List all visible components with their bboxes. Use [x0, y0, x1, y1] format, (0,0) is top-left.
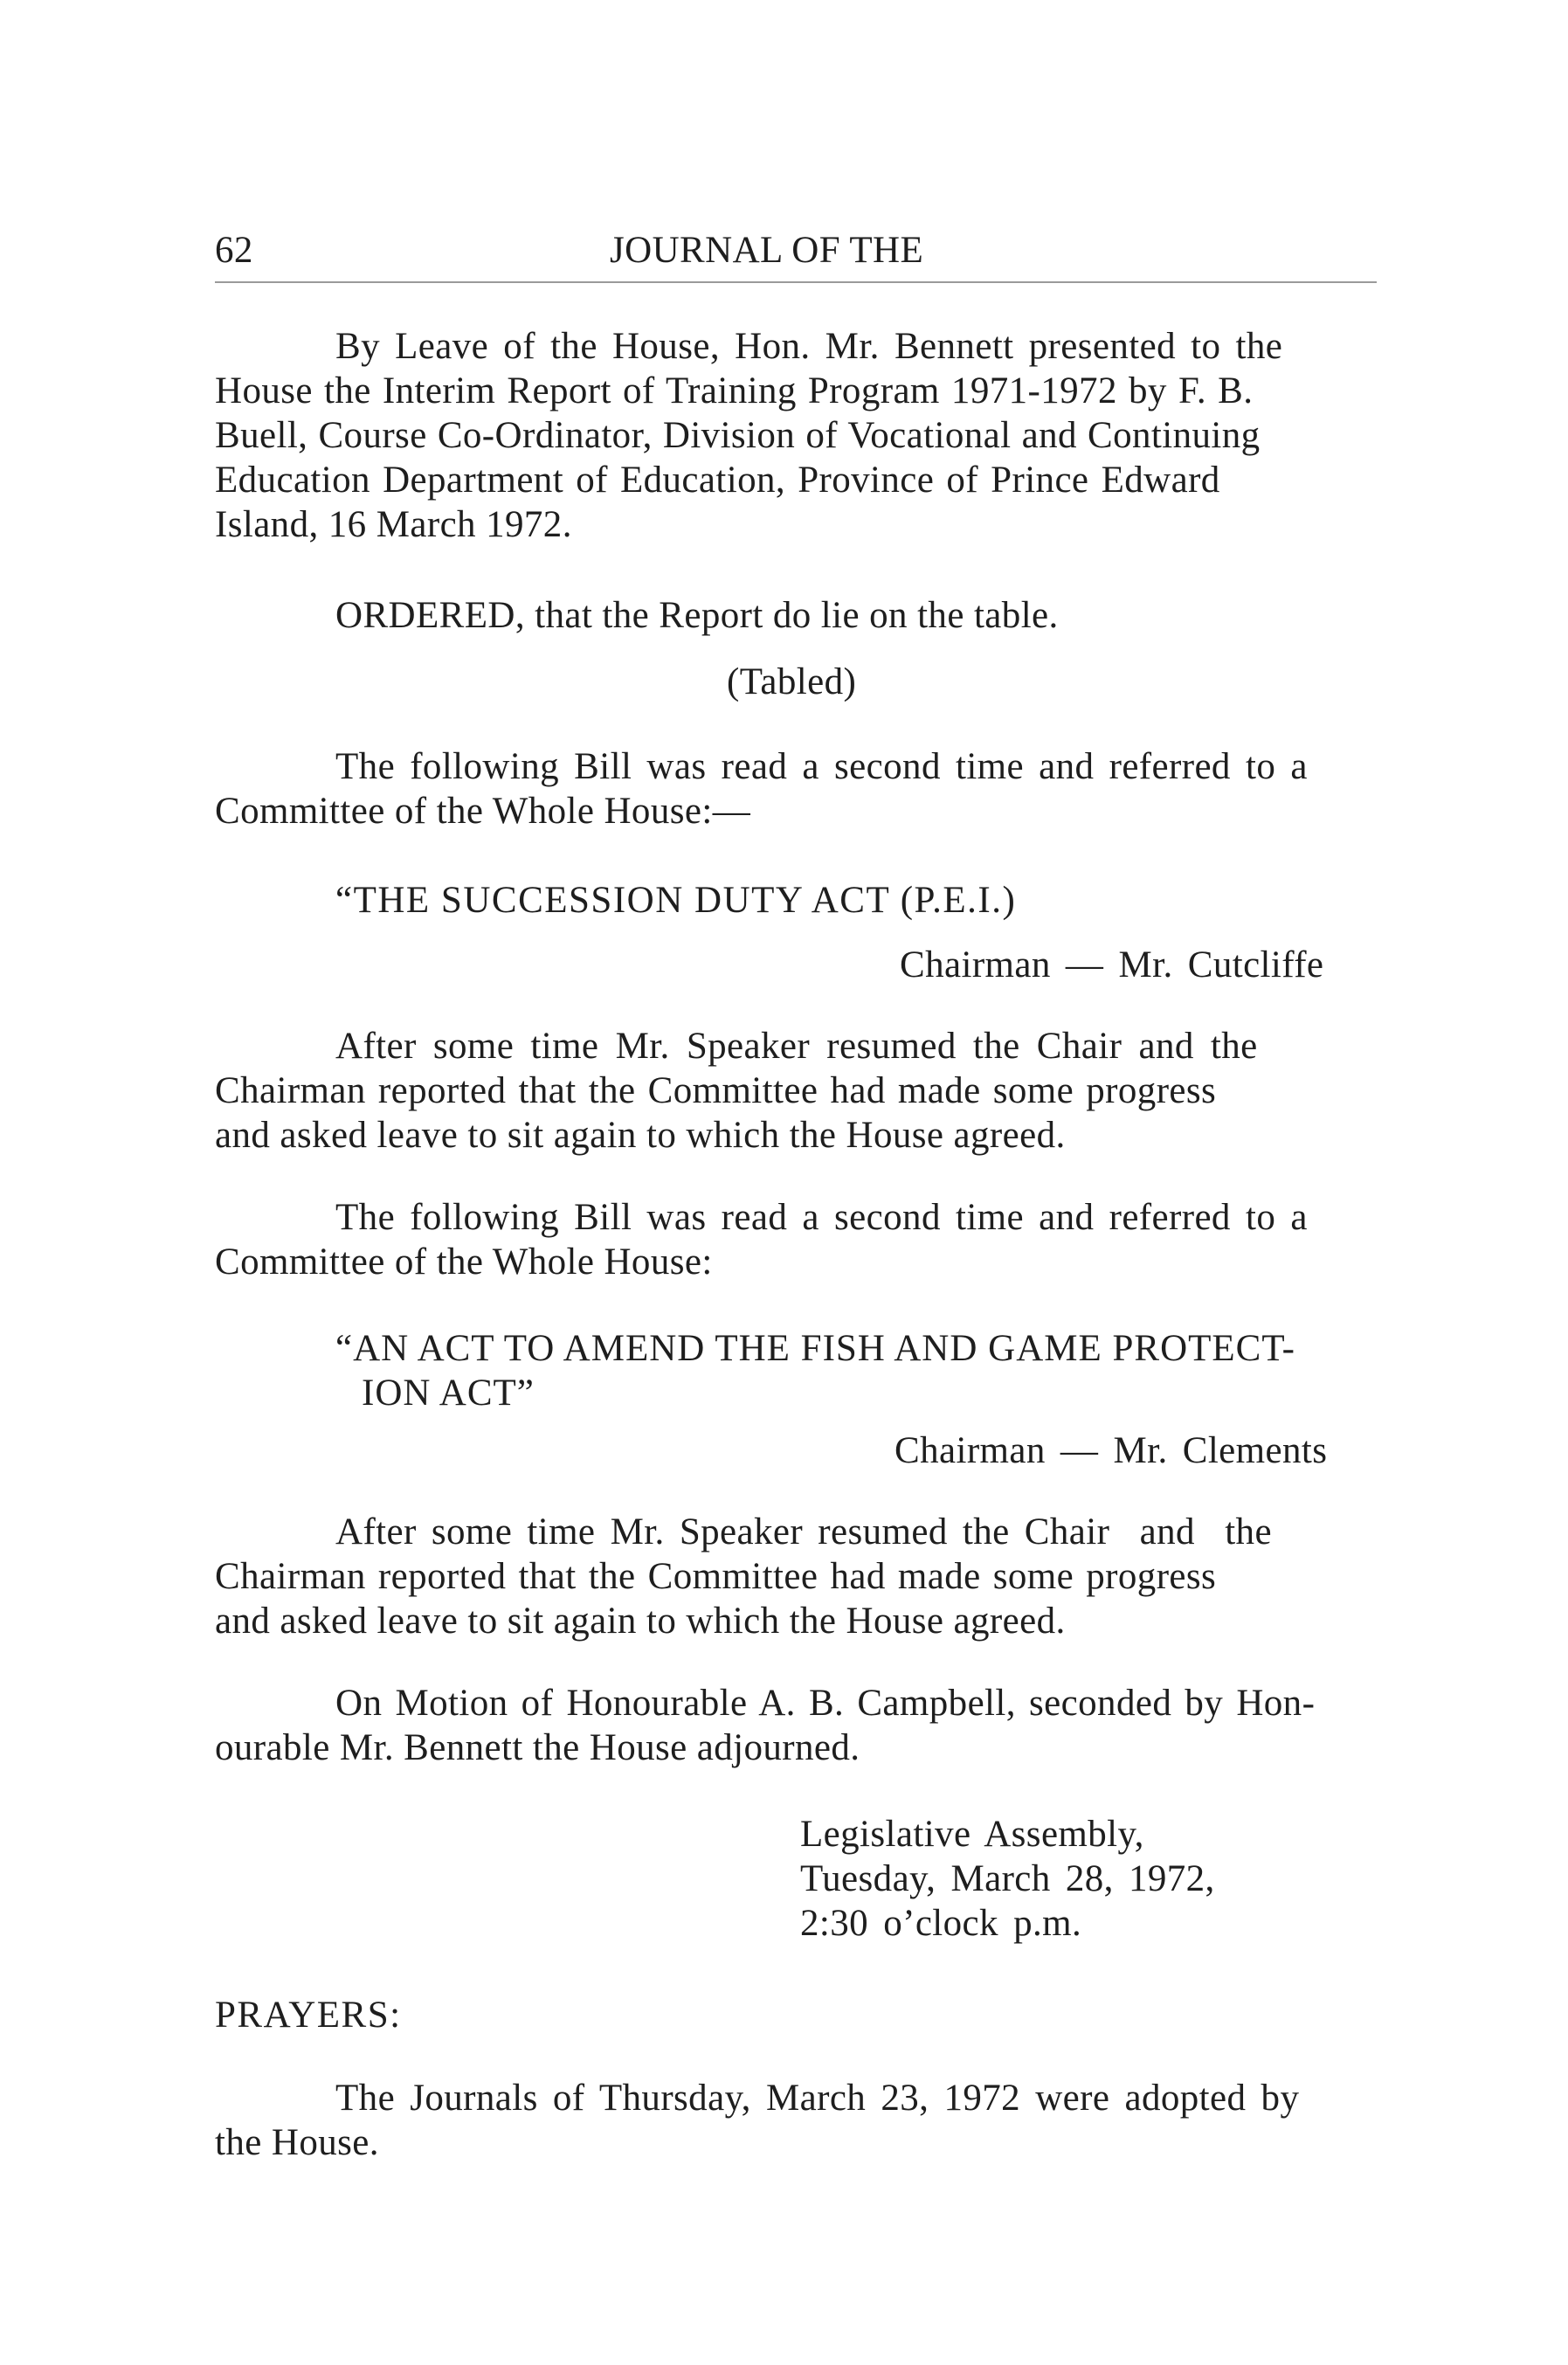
- dateline-line: Legislative Assembly,: [800, 1814, 1144, 1855]
- paragraph-line: After some time Mr. Speaker resumed the Chair and the: [335, 1026, 1258, 1067]
- bill1-intro: [215, 744, 1377, 833]
- dateline-line: 2:30 o’clock p.m.: [800, 1903, 1082, 1944]
- paragraph-line: Chairman reported that the Committee had made some progress: [215, 1070, 1217, 1111]
- bill2-title-line: “AN ACT TO AMEND THE FISH AND GAME PROTECT-: [335, 1328, 1295, 1369]
- paragraph-line: ourable Mr. Bennett the House adjourned.: [215, 1727, 860, 1768]
- bill2-intro: [215, 1195, 1377, 1284]
- paragraph-line: The following Bill was read a second time and referred to a: [335, 746, 1308, 787]
- paragraph-line: The following Bill was read a second time and referred to a: [335, 1197, 1308, 1238]
- bill2-title: [335, 1326, 1384, 1415]
- bill2-chairman: Chairman — Mr. Clements: [895, 1430, 1328, 1471]
- tabled-note: (Tabled): [727, 661, 857, 702]
- paragraph-line: Committee of the Whole House:: [215, 1241, 713, 1283]
- paragraph-line: the House.: [215, 2122, 379, 2163]
- paragraph-line: By Leave of the House, Hon. Mr. Bennett presented to the: [335, 326, 1283, 367]
- report-paragraph: [215, 324, 1377, 547]
- paragraph-line: On Motion of Honourable A. B. Campbell, seconded by Hon-: [335, 1683, 1316, 1724]
- running-title: JOURNAL OF THE: [610, 230, 924, 271]
- paragraph-line: Buell, Course Co-Ordinator, Division of Vocational and Continuing: [215, 415, 1261, 456]
- adjourn-paragraph: [215, 1681, 1377, 1770]
- page-number: 62: [215, 230, 253, 271]
- prayers-heading: PRAYERS:: [215, 1995, 402, 2036]
- progress2-paragraph: [215, 1510, 1377, 1643]
- paragraph-line: House the Interim Report of Training Program 1971-1972 by F. B.: [215, 370, 1254, 411]
- dateline-line: Tuesday, March 28, 1972,: [800, 1858, 1215, 1899]
- header-divider: [215, 281, 1377, 283]
- bill2-title-line: ION ACT”: [362, 1373, 535, 1414]
- paragraph-line: Island, 16 March 1972.: [215, 504, 572, 545]
- journals-paragraph: [215, 2076, 1377, 2165]
- paragraph-line: After some time Mr. Speaker resumed the Chair and the: [335, 1511, 1272, 1552]
- paragraph-line: and asked leave to sit again to which the House agreed.: [215, 1115, 1066, 1156]
- bill1-chairman: Chairman — Mr. Cutcliffe: [900, 944, 1324, 985]
- paragraph-line: Chairman reported that the Committee had made some progress: [215, 1556, 1217, 1597]
- paragraph-line: and asked leave to sit again to which the House agreed.: [215, 1601, 1066, 1642]
- paragraph-line: The Journals of Thursday, March 23, 1972 were adopted by: [335, 2078, 1300, 2119]
- paragraph-line: Committee of the Whole House:—: [215, 791, 751, 832]
- dateline: [800, 1812, 1342, 1946]
- bill1-title: “THE SUCCESSION DUTY ACT (P.E.I.): [335, 880, 1017, 921]
- ordered-line: ORDERED, that the Report do lie on the table.: [335, 595, 1059, 636]
- progress1-paragraph: [215, 1024, 1377, 1158]
- paragraph-line: Education Department of Education, Province of Prince Edward: [215, 460, 1220, 501]
